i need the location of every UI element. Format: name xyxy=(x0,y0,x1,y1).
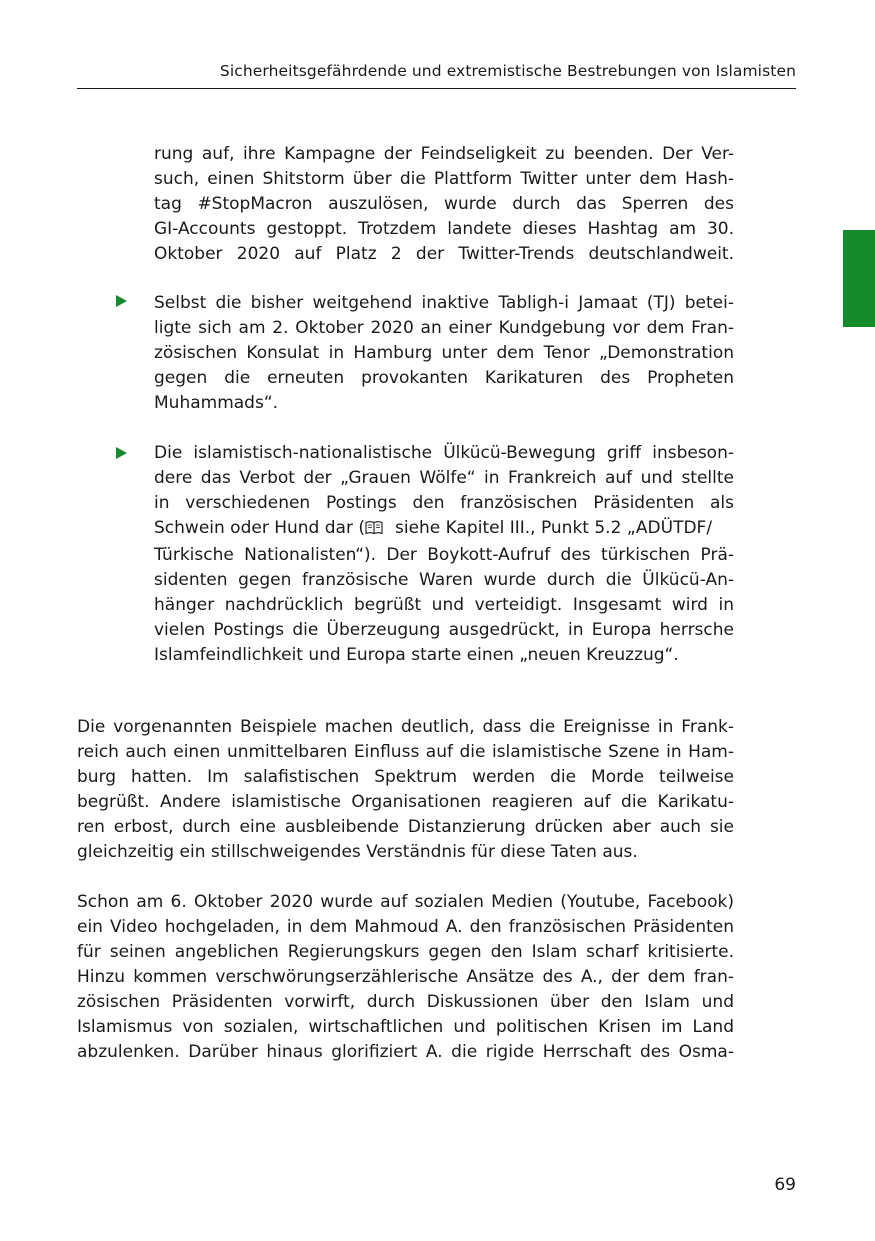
text-line: Oktober 2020 auf Platz 2 der Twitter-Trends deutschlandweit. xyxy=(154,244,734,264)
text-line: tag #StopMacron auszulösen, wurde durch das Sperren des xyxy=(154,194,734,214)
text-line: Islamismus von sozialen, wirtschaftlichen und politischen Krisen im Land xyxy=(77,1017,734,1037)
text-line: vielen Postings die Überzeugung ausgedrückt, in Europa herrsche xyxy=(154,620,734,640)
text-line: Hinzu kommen verschwörungserzählerische Ansätze des A., der dem fran- xyxy=(77,967,734,987)
continuation-paragraph xyxy=(154,142,734,267)
text-line: Muhammads“. xyxy=(154,393,279,413)
text-line: Die vorgenannten Beispiele machen deutlich, dass die Ereignisse in Frank- xyxy=(77,717,734,737)
text-line: gleichzeitig ein stillschweigendes Verständnis für diese Taten aus. xyxy=(77,842,638,862)
triangle-bullet-icon xyxy=(116,447,127,459)
text-line: rung auf, ihre Kampagne der Feindseligkeit zu beenden. Der Ver- xyxy=(154,144,734,164)
reference-link-text[interactable]: siehe Kapitel III., Punkt 5.2 „ADÜTDF/ xyxy=(394,518,713,538)
text-line: gegen die erneuten provokanten Karikaturen des Propheten xyxy=(154,368,734,388)
bullet-item-uelkuecue xyxy=(154,441,734,668)
text-line: dere das Verbot der „Grauen Wölfe“ in Frankreich auf und stellte xyxy=(154,468,734,488)
text-line: für seinen angeblichen Regierungskurs gegen den Islam scharf kritisierte. xyxy=(77,942,734,962)
body-paragraph-1 xyxy=(77,715,734,865)
text-line: sidenten gegen französische Waren wurde durch die Ülkücü-An- xyxy=(154,570,734,590)
text-line: Selbst die bisher weitgehend inaktive Tabligh-i Jamaat (TJ) betei- xyxy=(154,293,734,313)
text-line-with-reference xyxy=(154,516,734,543)
book-icon xyxy=(365,518,383,543)
text-line: Die islamistisch-nationalistische Ülkücü-Bewegung griff insbeson- xyxy=(154,443,734,463)
text-line: Islamfeindlichkeit und Europa starte einen „neuen Kreuzzug“. xyxy=(154,645,679,665)
text-fragment: Schwein oder Hund dar ( xyxy=(154,518,365,538)
text-line: ein Video hochgeladen, in dem Mahmoud A. den französischen Präsidenten xyxy=(77,917,734,937)
text-line: abzulenken. Darüber hinaus glorifiziert A. die rigide Herrschaft des Osma- xyxy=(77,1042,734,1062)
text-line: ligte sich am 2. Oktober 2020 an einer Kundgebung vor dem Fran- xyxy=(154,318,734,338)
text-line: GI-Accounts gestoppt. Trotzdem landete dieses Hashtag am 30. xyxy=(154,219,734,239)
chapter-tab-marker xyxy=(843,230,875,327)
bullet-item-tabligh xyxy=(154,291,734,416)
text-line: Schon am 6. Oktober 2020 wurde auf sozialen Medien (Youtube, Facebook) xyxy=(77,892,734,912)
page-number: 69 xyxy=(774,1175,796,1195)
text-line: begrüßt. Andere islamistische Organisationen reagieren auf die Karikatu- xyxy=(77,792,734,812)
text-line: ren erbost, durch eine ausbleibende Distanzierung drücken aber auch sie xyxy=(77,817,734,837)
text-line: burg hatten. Im salafistischen Spektrum werden die Morde teilweise xyxy=(77,767,734,787)
running-header: Sicherheitsgefährdende und extremistische Bestrebungen von Islamisten xyxy=(219,62,796,80)
text-line: zösischen Konsulat in Hamburg unter dem Tenor „Demonstration xyxy=(154,343,734,363)
header-rule xyxy=(77,88,796,89)
text-line: hänger nachdrücklich begrüßt und verteidigt. Insgesamt wird in xyxy=(154,595,734,615)
text-line: reich auch einen unmittelbaren Einfluss auf die islamistische Szene in Ham- xyxy=(77,742,734,762)
text-line: in verschiedenen Postings den französischen Präsidenten als xyxy=(154,493,734,513)
text-line: zösischen Präsidenten vorwirft, durch Diskussionen über den Islam und xyxy=(77,992,734,1012)
triangle-bullet-icon xyxy=(116,295,127,307)
text-line: Türkische Nationalisten“). Der Boykott-Aufruf des türkischen Prä- xyxy=(154,545,734,565)
body-paragraph-2 xyxy=(77,890,734,1065)
text-line: such, einen Shitstorm über die Plattform Twitter unter dem Hash- xyxy=(154,169,734,189)
